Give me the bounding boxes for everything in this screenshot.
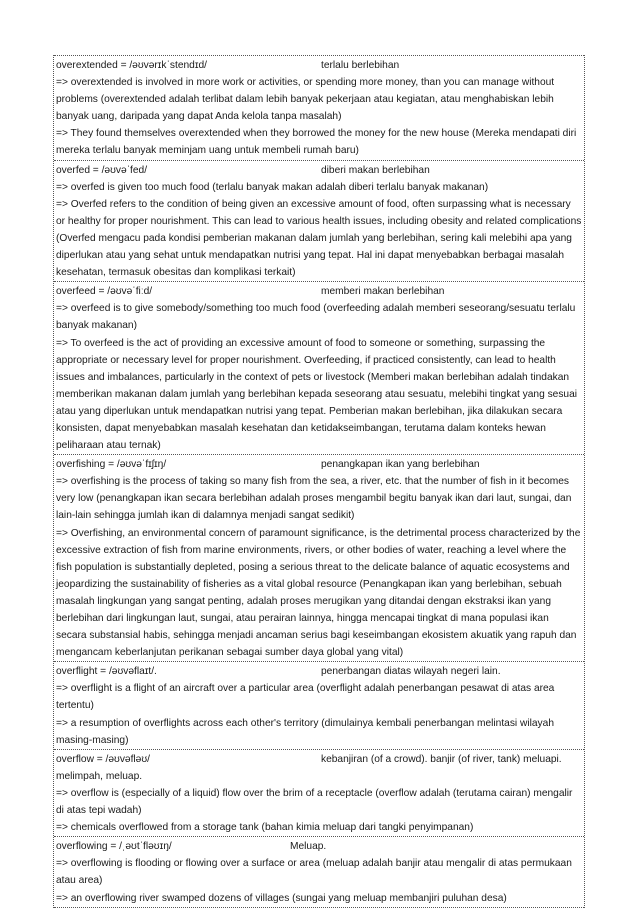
entry-term: overfed = /əʊvəˈfed/ xyxy=(56,164,148,176)
entry-example: => chemicals overflowed from a storage tank (bahan kimia meluap dari tangki penyimpanan) xyxy=(56,822,474,834)
entry-overfed xyxy=(54,160,584,282)
entry-definition: => overflow is (especially of a liquid) flow over the brim of a receptacle (overflow adalah (terutama cairan) mengalir di atas tepi wadah) xyxy=(56,787,573,817)
entry-example: => an overflowing river swamped dozens of villages (sungai yang meluap membanjiri puluhan desa) xyxy=(56,892,507,904)
entry-header xyxy=(56,663,582,680)
entry-header xyxy=(56,162,582,179)
entry-header xyxy=(56,838,582,855)
entry-meaning: penerbangan diatas wilayah negeri lain. xyxy=(321,666,501,678)
entry-meaning: Meluap. xyxy=(290,841,327,853)
entry-example: => To overfeed is the act of providing an excessive amount of food to someone or something, surpassing the appropriate or necessary level for proper nourishment. Overfeeding, if practiced consistently, can lead to health issues and imbalances, particularly in the context of pets or livestock (Memberi makan berlebihan adalah tindakan memberikan makanan dalam jumlah yang berlebihan kepada seseorang atau sesuatu, melebihi tingkat yang sesuai atau yang diperlukan untuk mendapatkan nutrisi yang tepat. Pemberian makan berlebihan, jika dilakukan secara konsisten, dapat menyebabkan masalah kesehatan dan ketidakseimbangan, terutama dalam konteks hewan peliharaan atau ternak) xyxy=(56,337,578,452)
entry-term: overextended = /əʊvərɪkˈstendɪd/ xyxy=(56,60,207,71)
entry-term: overfishing = /əʊvəˈfɪʃɪŋ/ xyxy=(56,459,167,471)
entry-term: overfeed = /əʊvəˈfiːd/ xyxy=(56,286,153,298)
entry-definition: => overflight is a flight of an aircraft over a particular area (overflight adalah penerbangan pesawat di atas area tertentu) xyxy=(56,683,555,712)
entry-header xyxy=(56,283,582,300)
entry-overflight xyxy=(54,661,584,748)
document-page xyxy=(53,55,585,908)
entry-meaning: terlalu berlebihan xyxy=(321,60,400,71)
entry-overfishing xyxy=(54,454,584,661)
entry-definition: => overfishing is the process of taking so many fish from the sea, a river, etc. that the number of fish in it becomes very low (penangkapan ikan secara berlebihan adalah proses mengambil begitu banyak ikan dari laut, sungai, dan lain-lain sehingga jumlah ikan di dalamnya menjadi sangat sedikit) xyxy=(56,476,572,522)
entry-meaning: memberi makan berlebihan xyxy=(321,286,445,298)
entry-overfeed xyxy=(54,281,584,454)
entry-meaning-continued: melimpah, meluap. xyxy=(56,770,143,782)
entry-header xyxy=(56,57,582,74)
entry-header xyxy=(56,456,582,473)
entry-definition: => overflowing is flooding or flowing over a surface or area (meluap adalah banjir atau mengalir di atas permukaan atau area) xyxy=(56,858,572,887)
entry-meaning: penangkapan ikan yang berlebihan xyxy=(321,459,480,471)
entry-example: => Overfishing, an environmental concern of paramount significance, is the detrimental process characterized by the excessive extraction of fish from marine environments, rivers, or other bodies of water, reaching a level where the fish population is substantially depleted, posing a serious threat to the delicate balance of aquatic ecosystems and jeopardizing the sustainability of fisheries as a vital global resource (Penangkapan ikan yang berlebihan, sebuah masalah lingkungan yang sangat penting, adalah proses merugikan yang ditandai dengan ekstraksi ikan yang berlebihan dari lingkungan laut, sungai, atau perairan lainnya, hingga mencapai tingkat di mana populasi ikan secara substansial habis, sehingga menjadi ancaman serius bagi keseimbangan ekosistem akuatik yang rapuh dan mengancam keberlanjutan perikanan sebagai sumber daya global yang vital) xyxy=(56,527,581,659)
entry-term: overflow = /əʊvəfləʊ/ xyxy=(56,753,150,765)
entry-header xyxy=(56,751,582,768)
entry-overextended xyxy=(54,55,584,160)
entry-meaning: kebanjiran (of a crowd). banjir (of river, tank) meluapi. xyxy=(321,753,562,765)
entry-example: => Overfed refers to the condition of being given an excessive amount of food, often surpassing what is necessary or healthy for proper nourishment. This can lead to various health issues, including obesity and related complications (Overfed mengacu pada kondisi pemberian makanan dalam jumlah yang berlebihan, sering kali melebihi apa yang diperlukan atau yang sehat untuk mendapatkan nutrisi yang tepat. Hal ini dapat menyebabkan berbagai masalah kesehatan, termasuk obesitas dan komplikasi terkait) xyxy=(56,198,582,279)
entry-example: => a resumption of overflights across each other's territory (dimulainya kembali penerbangan melintasi wilayah masing-masing) xyxy=(56,717,554,746)
entry-definition: => overextended is involved in more work or activities, or spending more money, than you can manage without problems (overextended adalah terlibat dalam lebih banyak pekerjaan atau kegiatan, atau menghabiskan lebih banyak uang, daripada yang dapat Anda kelola tanpa masalah) xyxy=(56,77,555,123)
entry-example: => They found themselves overextended when they borrowed the money for the new house (Mereka mendapati diri mereka terlalu banyak meminjam uang untuk membeli rumah baru) xyxy=(56,128,577,157)
entry-meaning: diberi makan berlebihan xyxy=(321,164,430,176)
entry-overflowing xyxy=(54,836,584,907)
entry-term: overflowing = /ˌəʊtˈfləʊɪŋ/ xyxy=(56,841,172,853)
entry-overflow xyxy=(54,749,584,836)
entry-definition: => overfeed is to give somebody/something too much food (overfeeding adalah memberi seseorang/sesuatu terlalu banyak makanan) xyxy=(56,303,576,332)
entry-term: overflight = /əʊvəflaɪt/. xyxy=(56,666,157,678)
entry-definition: => overfed is given too much food (terlalu banyak makan adalah diberi terlalu banyak makanan) xyxy=(56,181,489,193)
